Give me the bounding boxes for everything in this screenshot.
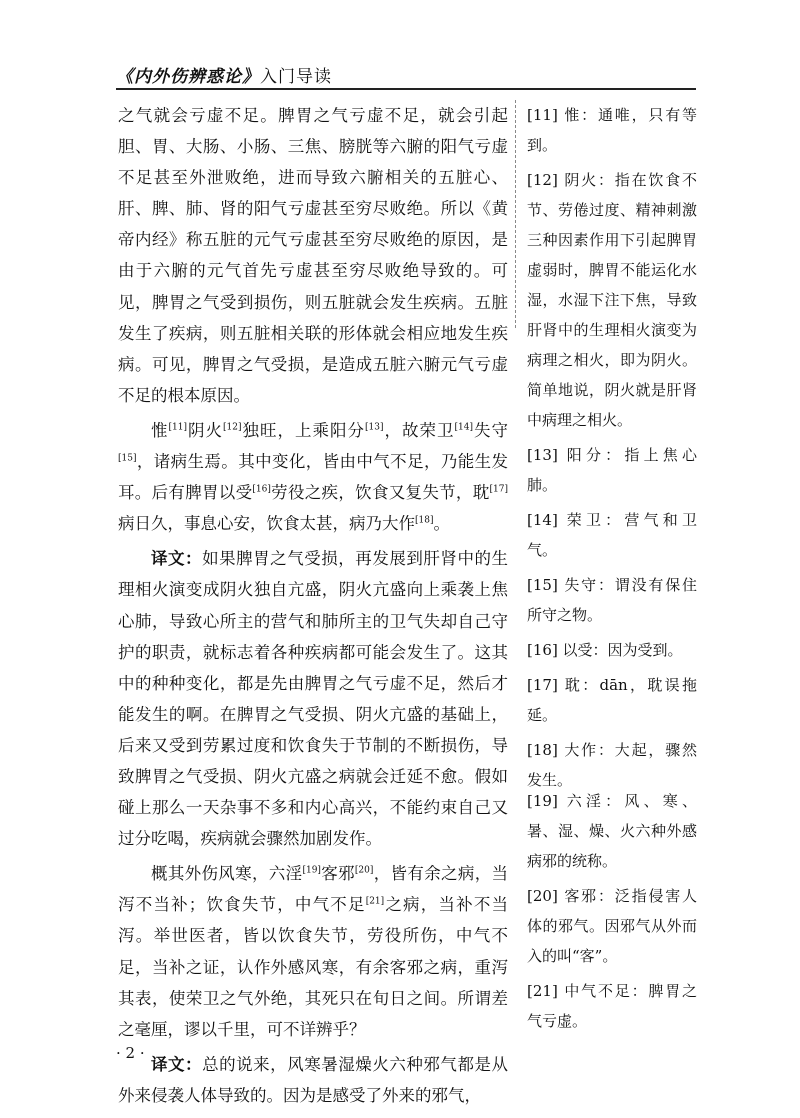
note-17: [17] 耽：dān，耽误拖延。 bbox=[527, 676, 697, 724]
footnote-ref[interactable]: [15] bbox=[118, 453, 137, 464]
note-21: [21] 中气不足：脾胃之气亏虚。 bbox=[527, 982, 697, 1030]
footnote-ref[interactable]: [18] bbox=[415, 515, 434, 526]
note-14: [14] 荣卫：营气和卫气。 bbox=[527, 511, 697, 559]
footnote-ref[interactable]: [11] bbox=[168, 422, 187, 433]
footnote-ref[interactable]: [16] bbox=[252, 484, 271, 495]
note-15: [15] 失守：谓没有保住所守之物。 bbox=[527, 576, 697, 624]
note-16: [16] 以受：因为受到。 bbox=[527, 641, 683, 659]
header-rule bbox=[116, 88, 696, 90]
footnote-ref[interactable]: [12] bbox=[223, 422, 242, 433]
footnote-ref[interactable]: [14] bbox=[454, 422, 474, 433]
footnote-ref[interactable]: [19] bbox=[302, 865, 321, 876]
paragraph-1: 之气就会亏虚不足。脾胃之气亏虚不足，就会引起胆、胃、大肠、小肠、三焦、膀胱等六腑的阳气亏虚不足甚至外泄败绝，进而导致六腑相关的五脏心、肝、脾、肺、肾的阳气亏虚甚至穷尽败绝。所以《黄帝内经》称五脏的元气亏虚甚至穷尽败绝的原因，是由于六腑的元气首先亏虚甚至穷尽败绝导致的。可见，脾胃之气受到损伤，则五脏就会发生疾病。五脏发生了疾病，则五脏相关联的形体就会相应地发生疾病。可见，脾胃之气受损，是造成五脏六腑元气亏虚不足的根本原因。 bbox=[118, 106, 508, 405]
note-20: [20] 客邪：泛指侵害人体的邪气。因邪气从外而入的叫“客”。 bbox=[527, 887, 697, 965]
translation-2: 译文：总的说来，风寒暑湿燥火六种邪气都是从外来侵袭人体导致的。因为是感受了外来的邪气， bbox=[118, 1054, 509, 1105]
header-subtitle: 入门导读 bbox=[260, 67, 332, 87]
footnote-ref[interactable]: [17] bbox=[489, 484, 508, 495]
page-number: · 2 · bbox=[116, 1044, 145, 1062]
note-12: [12] 阴火：指在饮食不节、劳倦过度、精神刺激三种因素作用下引起脾胃虚弱时，脾胃不能运化水湿，水湿下注下焦，导致肝肾中的生理相火演变为病理之相火，即为阴火。简单地说，阴火就是肝肾中病理之相火。 bbox=[527, 171, 697, 429]
note-13: [13] 阳分：指上焦心肺。 bbox=[527, 446, 697, 494]
main-text bbox=[118, 100, 508, 1111]
note-11: [11] 惟：通唯，只有等到。 bbox=[527, 106, 697, 154]
translation-1: 译文：如果脾胃之气受损，再发展到肝肾中的生理相火演变成阴火独自亢盛，阴火亢盛向上乘袭上焦心肺，导致心所主的营气和肺所主的卫气失却自己守护的职责，就标志着各种疾病都可能会发生了。这其中的种种变化，都是先由脾胃之气亏虚不足，然后才能发生的啊。在脾胃之气受损、阴火亢盛的基础上，后来又受到劳累过度和饮食失于节制的不断损伤，导致脾胃之气受损、阴火亢盛之病就会迁延不愈。假如碰上那么一天杂事不多和内心高兴，不能约束自己又过分吃喝，疾病就会骤然加剧发作。 bbox=[118, 549, 509, 849]
original-text-1: 惟[11]阴火[12]独旺，上乘阳分[13]，故荣卫[14]失守[15]，诸病生焉。其中变化，皆由中气不足，乃能生发耳。后有脾胃以受[16]劳役之疾，饮食又复失节，耽[17]病日久，事息心安，饮食太甚，病乃大作[18]。 bbox=[118, 420, 509, 534]
translation-label: 译文： bbox=[151, 549, 203, 569]
footnote-ref[interactable]: [13] bbox=[365, 422, 384, 433]
original-text-2: 概其外伤风寒，六淫[19]客邪[20]，皆有余之病，当泻不当补；饮食失节，中气不足[21]之病，当补不当泻。举世医者，皆以饮食失节，劳役所伤，中气不足，当补之证，认作外感风寒，有余客邪之病，重泻其表，使荣卫之气外绝，其死只在旬日之间。所谓差之毫厘，谬以千里，可不详辨乎？ bbox=[118, 864, 509, 1039]
note-18: [18] 大作：大起，骤然发生。 bbox=[527, 741, 697, 789]
running-header bbox=[116, 62, 332, 87]
footnote-ref[interactable]: [20] bbox=[354, 865, 374, 876]
translation-label: 译文： bbox=[151, 1054, 203, 1074]
sidenotes-bottom bbox=[527, 786, 697, 1041]
margin-divider bbox=[515, 100, 516, 328]
note-19: [19] 六淫：风、寒、暑、湿、燥、火六种外感病邪的统称。 bbox=[527, 792, 697, 870]
sidenotes-top bbox=[527, 100, 697, 800]
footnote-ref[interactable]: [21] bbox=[365, 896, 385, 907]
book-title: 《内外伤辨惑论》 bbox=[116, 67, 260, 87]
